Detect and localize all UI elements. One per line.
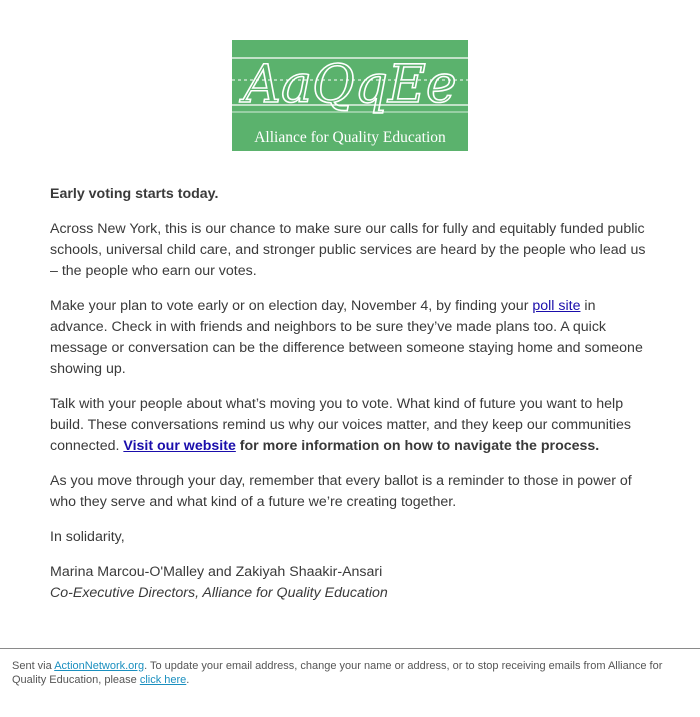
footer-sent-via: Sent via [12,660,55,672]
actionnetwork-link[interactable]: ActionNetwork.org [54,660,145,672]
footer-middle-text: . To update your email address, change your name or address, or to stop receiving emails from Alliance for Quality Education, please [12,660,663,686]
paragraph-2-text-a: Make your plan to vote early or on election day, November 4, by finding your [50,298,533,314]
paragraph-1: Across New York, this is our chance to make sure our calls for fully and equitably funded public schools, universal child care, and stronger public services are heard by the people who lead us – the people who earn our votes. [50,221,646,279]
footer-end: . [186,674,190,686]
paragraph-3 [50,394,655,457]
email-heading: Early voting starts today. [50,186,219,202]
signer-title: Co-Executive Directors, Alliance for Quality Education [50,585,388,601]
paragraph-3-text-b: for more information on how to navigate the process. [235,438,600,454]
paragraph-2-text-b: in advance. Check in with friends and neighbors to be sure they’ve made plans too. A quick message or conversation can be the difference between someone staying home and someone showing up. [50,298,643,377]
signers: Marina Marcou-O'Malley and Zakiyah Shaakir-Ansari [50,564,383,580]
paragraph-2 [50,296,655,380]
poll-site-link[interactable]: poll site [532,298,581,314]
closing: In solidarity, [50,529,125,545]
logo-org-name: Alliance for Quality Education [254,129,446,146]
email-body [50,184,655,604]
click-here-link[interactable]: click here [139,674,187,686]
email-footer [12,659,682,687]
paragraph-4: As you move through your day, remember that every ballot is a reminder to those in power of who they serve and what kind of a future we’re creating together. [50,473,632,510]
footer-divider [0,648,700,649]
aqe-logo [232,40,468,151]
visit-website-link[interactable]: Visit our website [123,438,236,454]
paragraph-3-text-a: Talk with your people about what’s moving you to vote. What kind of future you want to help build. These conversations remind us why our voices matter, and they keep our communities connected. [50,396,631,454]
logo-monogram: AaQqEe [243,55,457,115]
logo-graphic [232,40,468,151]
